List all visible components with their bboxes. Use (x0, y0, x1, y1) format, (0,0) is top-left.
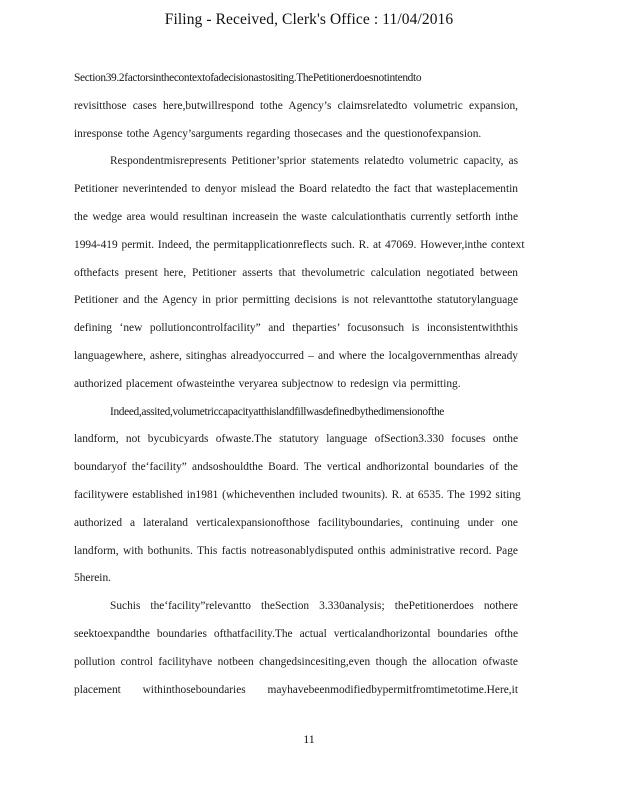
text-line: ofthefacts present here, Petitioner asserts that thevolumetric calculation negotiated between (74, 266, 518, 279)
text-line: inresponse tothe Agency’sarguments regarding thosecases and the questionofexpansion. (74, 127, 482, 140)
text-line: Indeed,assited,volumetriccapacityatthislandfillwasdefinedbythedimensionofthe (110, 405, 444, 418)
text-line: facilitywere established in1981 (whicheventhen included twounits). R. at 6535. The 1992 siting (74, 488, 521, 501)
text-line: Petitioner neverintended to denyor mislead the Board relatedto the fact that wasteplacementin (74, 183, 518, 196)
text-line: boundaryof the‘facility” andsoshouldthe Board. The vertical andhorizontal boundaries of the (74, 461, 518, 474)
text-line: authorized a lateraland verticalexpansionofthose facilityboundaries, continuing under one (74, 516, 518, 529)
text-line: placement withinthoseboundaries mayhavebeenmodifiedbypermitfromtimetotime.Here,it (74, 683, 518, 696)
document-body (74, 70, 525, 709)
page-number: 11 (303, 732, 315, 746)
text-line: landform, with bothunits. This factis notreasonablydisputed onthis administrative record. Page (74, 544, 518, 557)
text-line: Section39.2factorsinthecontextofadecisionastositing.ThePetitionerdoesnotintendto (74, 72, 422, 84)
text-line: defining ‘new pollutioncontrolfacility” and theparties’ focusonsuch is inconsistentwiththis (74, 322, 518, 335)
text-line: Respondentmisrepresents Petitioner’sprior statements relatedto volumetric capacity, as (110, 155, 518, 168)
text-line: authorized placement ofwasteinthe veryarea subjectnow to redesign via permitting. (74, 377, 461, 390)
text-line: seektoexpandthe boundaries ofthatfacility.The actual verticalandhorizontal boundaries ofthe (74, 627, 518, 640)
text-line: languagewhere, ashere, sitinghas alreadyoccurred – and where the localgovernmenthas already (74, 349, 518, 362)
text-line: revisitthose cases here,butwillrespond tothe Agency’s claimsrelatedto volumetric expansion, (74, 99, 518, 112)
text-line: pollution control facilityhave notbeen changedsincesiting,even though the allocation ofwaste (74, 655, 518, 668)
text-line: landform, not bycubicyards ofwaste.The statutory language ofSection3.330 focuses onthe (74, 433, 518, 446)
text-line: Petitioner and the Agency in prior permitting decisions is not relevanttothe statutorylanguage (74, 294, 518, 307)
text-line: 1994-419 permit. Indeed, the permitapplicationreflects such. R. at 47069. However,inthe context (74, 238, 525, 251)
filing-header: Filing - Received, Clerk's Office : 11/04/2016 (164, 11, 454, 28)
text-line: the wedge area would resultinan increasein the waste calculationthatis currently setforth inthe (74, 210, 518, 223)
text-line: 5herein. (74, 572, 112, 585)
text-line: Suchis the‘facility”relevantto theSection 3.330analysis; thePetitionerdoes nothere (110, 600, 518, 613)
